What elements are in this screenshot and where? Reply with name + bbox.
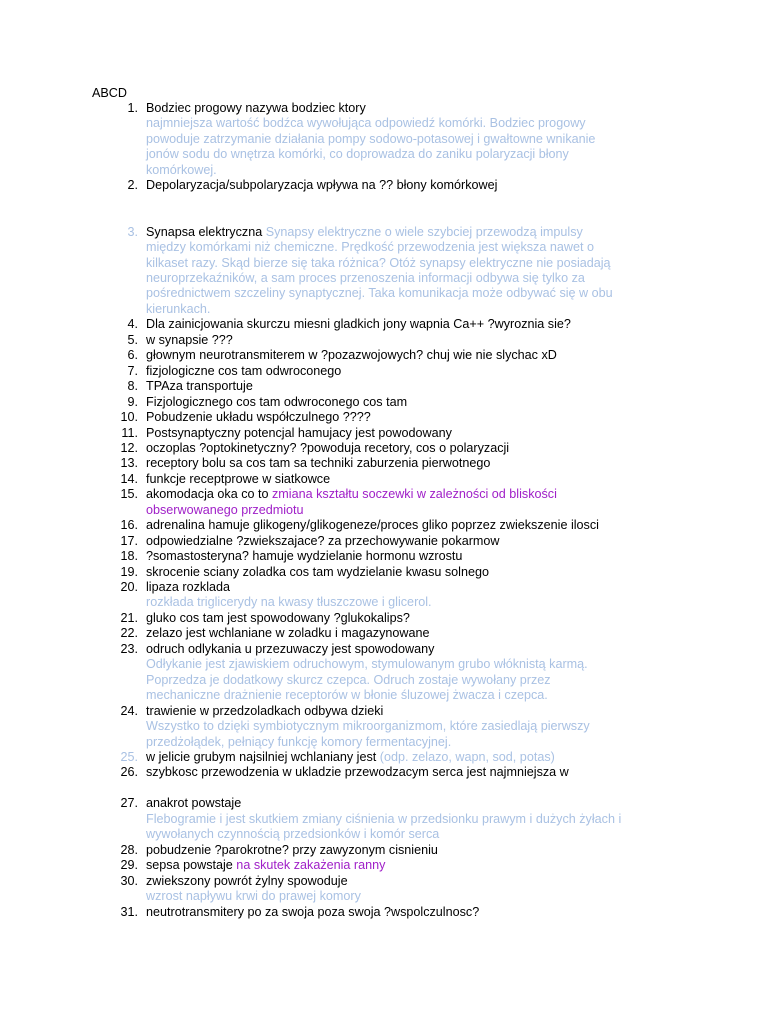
list-item [92, 905, 682, 920]
number-gap [138, 456, 146, 471]
list-item [92, 843, 682, 858]
item-content [146, 765, 682, 780]
question-list [92, 101, 682, 920]
number-gap [138, 704, 146, 719]
item-number: 20. [120, 580, 138, 595]
question-text: funkcje receptprowe w siatkowce [146, 471, 331, 486]
question-text: ?somastosteryna? hamuje wydzielanie hormonu wzrostu [146, 549, 463, 564]
list-item [92, 456, 682, 471]
question-text: zwiekszony powrót żylny spowoduje [146, 873, 348, 888]
item-number: 8. [127, 379, 138, 394]
number-gap [138, 348, 146, 363]
answer-line [92, 673, 682, 688]
item-content [146, 580, 682, 595]
list-item [92, 534, 682, 549]
number-gap [138, 441, 146, 456]
item-number [92, 240, 138, 255]
item-number: 14. [120, 471, 138, 486]
item-number: 9. [127, 394, 138, 409]
number-gap [138, 688, 146, 703]
item-number [92, 116, 138, 131]
question-text: Depolaryzacja/subpolaryzacja wpływa na ?? błony komórkowej [146, 178, 498, 193]
item-number: 21. [120, 610, 138, 625]
item-content [146, 487, 682, 502]
item-number: 27. [120, 796, 138, 811]
item-number: 31. [120, 904, 138, 919]
item-content [146, 858, 682, 873]
answer-text: rozkłada triglicerydy na kwasy tłuszczowe i glicerol. [146, 595, 432, 610]
item-number [92, 812, 138, 827]
list-item [92, 101, 682, 116]
answer-text: najmniejsza wartość bodźca wywołująca odpowiedź komórki. Bodziec progowy [146, 116, 586, 131]
answer-text: mechaniczne drażnienie receptorów w błonie śluzowej żwacza i czepca. [146, 688, 548, 703]
item-number: 29. [120, 858, 138, 873]
item-content [146, 286, 682, 301]
item-content [146, 178, 682, 193]
list-item [92, 565, 682, 580]
item-content [146, 534, 682, 549]
item-content [146, 333, 682, 348]
question-text: Pobudzenie układu współczulnego ???? [146, 410, 371, 425]
item-number: 1. [127, 101, 138, 115]
item-content [146, 843, 682, 858]
item-number: 25. [120, 750, 138, 765]
blank-line [92, 781, 682, 796]
number-gap [138, 549, 146, 564]
list-item [92, 426, 682, 441]
answer-line [92, 240, 682, 255]
item-number [92, 688, 138, 703]
item-number [92, 735, 138, 750]
number-gap [138, 147, 146, 162]
item-number [92, 719, 138, 734]
item-content [146, 472, 682, 487]
item-content [146, 132, 682, 147]
item-number [92, 889, 138, 904]
number-gap [138, 379, 146, 394]
number-gap [138, 410, 146, 425]
item-content [146, 225, 682, 240]
question-text: trawienie w przedzoladkach odbywa dzieki [146, 703, 384, 718]
number-gap [138, 735, 146, 750]
list-item [92, 333, 682, 348]
number-gap [138, 395, 146, 410]
question-text: fizjologiczne cos tam odwroconego [146, 363, 342, 378]
answer-line [92, 302, 682, 317]
item-number: 30. [120, 873, 138, 888]
item-content [146, 611, 682, 626]
answer-line [92, 735, 682, 750]
document-heading: ABCD [92, 86, 127, 100]
item-content [146, 240, 682, 255]
answer-highlight: zmiana kształtu soczewki w zależności od bliskości [268, 487, 557, 502]
item-content [146, 147, 682, 162]
item-number: 15. [120, 487, 138, 502]
number-gap [138, 595, 146, 610]
answer-text: Synapsy elektryczne o wiele szybciej przewodzą impulsy [262, 224, 583, 239]
question-text: Bodziec progowy nazywa bodziec ktory [146, 101, 366, 115]
number-gap [138, 333, 146, 348]
number-gap [138, 642, 146, 657]
item-number: 7. [127, 363, 138, 378]
item-content [146, 503, 682, 518]
answer-line [92, 657, 682, 672]
list-item [92, 348, 682, 363]
item-number: 6. [127, 348, 138, 363]
list-item [92, 642, 682, 657]
number-gap [138, 503, 146, 518]
question-text: głownym neurotransmiterem w ?pozazwojowych? chuj wie nie slychac xD [146, 348, 557, 363]
answer-line [92, 271, 682, 286]
list-item [92, 364, 682, 379]
item-content [146, 642, 682, 657]
list-item [92, 611, 682, 626]
item-number: 2. [127, 178, 138, 193]
list-item [92, 472, 682, 487]
item-number: 11. [121, 425, 138, 440]
number-gap [138, 225, 146, 240]
item-content [146, 889, 682, 904]
item-content [146, 735, 682, 750]
number-gap [138, 796, 146, 811]
item-number: 16. [120, 518, 138, 533]
question-text: Postsynaptyczny potencjal hamujacy jest powodowany [146, 425, 452, 440]
number-gap [138, 874, 146, 889]
answer-text: (odp. zelazo, wapn, sod, potas) [376, 750, 555, 765]
number-gap [138, 426, 146, 441]
item-number: 17. [120, 533, 138, 548]
item-number [92, 657, 138, 672]
question-text: odruch odlykania u przezuwaczy jest spowodowany [146, 641, 435, 656]
answer-text: Flebogramie i jest skutkiem zmiany ciśnienia w przedsionku prawym i dużych żyłach i [146, 811, 622, 826]
number-gap [138, 750, 146, 765]
item-content [146, 704, 682, 719]
list-item [92, 549, 682, 564]
number-gap [138, 827, 146, 842]
answer-text: powoduje zatrzymanie działania pompy sodowo-potasowej i gwałtowne wnikanie [146, 131, 596, 146]
list-item [92, 626, 682, 641]
answer-text: między komórkami niż chemiczne. Prędkość przewodzenia jest większa nawet o [146, 240, 594, 255]
item-number [92, 673, 138, 688]
item-number [92, 271, 138, 286]
answer-highlight: na skutek zakażenia ranny [232, 858, 386, 873]
list-item [92, 317, 682, 332]
list-item [92, 379, 682, 394]
number-gap [138, 905, 146, 920]
number-gap [138, 178, 146, 193]
answer-text: wywołanych czynnością przedsionków i komór serca [146, 827, 440, 842]
number-gap [138, 116, 146, 131]
list-item [92, 518, 682, 533]
item-content [146, 101, 682, 116]
item-number: 10. [120, 410, 138, 425]
item-content [146, 271, 682, 286]
item-content [146, 163, 682, 178]
answer-text: pośrednictwem szczeliny synaptycznej. Taka komunikacja może odbywać się w obu [146, 286, 613, 301]
question-text: oczoplas ?optokinetyczny? ?powoduja recetory, cos o polaryzacji [146, 440, 510, 455]
item-number [92, 286, 138, 301]
number-gap [138, 765, 146, 780]
answer-line [92, 116, 682, 131]
item-content [146, 595, 682, 610]
answer-line [92, 132, 682, 147]
list-item [92, 178, 682, 193]
question-text: w jelicie grubym najsilniej wchlaniany jest [146, 750, 377, 765]
question-text: receptory bolu sa cos tam sa techniki zaburzenia pierwotnego [146, 456, 491, 471]
item-content [146, 379, 682, 394]
number-gap [138, 271, 146, 286]
number-gap [138, 472, 146, 487]
question-text: neutrotransmitery po za swoja poza swoja ?wspolczulnosc? [146, 904, 480, 919]
list-item [92, 750, 682, 765]
item-content [146, 565, 682, 580]
question-text: anakrot powstaje [146, 796, 242, 811]
item-content [146, 317, 682, 332]
question-text: skrocenie sciany zoladka cos tam wydzielanie kwasu solnego [146, 564, 490, 579]
list-item [92, 441, 682, 456]
question-text: sepsa powstaje [146, 858, 233, 873]
item-content [146, 905, 682, 920]
item-number [92, 256, 138, 271]
item-number: 19. [120, 564, 138, 579]
answer-line [92, 256, 682, 271]
question-text: Synapsa elektryczna [146, 224, 263, 239]
answer-line [92, 503, 682, 518]
item-number: 28. [120, 842, 138, 857]
list-item [92, 796, 682, 811]
answer-text: przedżołądek, pełniący funkcję komory fermentacyjnej. [146, 734, 452, 749]
question-text: zelazo jest wchlaniane w zoladku i magazynowane [146, 626, 430, 641]
item-content [146, 116, 682, 131]
item-number [92, 147, 138, 162]
list-item [92, 580, 682, 595]
number-gap [138, 487, 146, 502]
item-number [92, 302, 138, 317]
number-gap [138, 858, 146, 873]
list-item [92, 410, 682, 425]
item-content [146, 256, 682, 271]
answer-highlight: obserwowanego przedmiotu [146, 502, 304, 517]
item-content [146, 874, 682, 889]
item-content [146, 348, 682, 363]
number-gap [138, 812, 146, 827]
item-number [92, 827, 138, 842]
item-number: 4. [127, 317, 138, 332]
question-text: pobudzenie ?parokrotne? przy zawyzonym cisnieniu [146, 842, 438, 857]
item-content [146, 719, 682, 734]
number-gap [138, 580, 146, 595]
answer-text: Odłykanie jest zjawiskiem odruchowym, stymulowanym grubo włóknistą karmą. [146, 657, 588, 672]
question-text: szybkosc przewodzenia w ukladzie przewodzacym serca jest najmniejsza w [146, 765, 569, 780]
list-item [92, 765, 682, 780]
item-number: 5. [127, 332, 138, 347]
item-content [146, 549, 682, 564]
item-content [146, 441, 682, 456]
number-gap [138, 719, 146, 734]
list-item [92, 874, 682, 889]
question-text: adrenalina hamuje glikogeny/glikogeneze/proces gliko poprzez zwiekszenie ilosci [146, 518, 599, 533]
number-gap [138, 286, 146, 301]
number-gap [138, 518, 146, 533]
item-content [146, 827, 682, 842]
answer-text: Poprzedza je dodatkowy skurcz czepca. Odruch zostaje wywołany przez [146, 672, 551, 687]
answer-text: jonów sodu do wnętrza komórki, co doprowadza do zaniku polaryzacji błony [146, 147, 569, 162]
item-number: 26. [120, 765, 138, 780]
answer-text: Wszystko to dzięki symbiotycznym mikroorganizmom, które zasiedlają pierwszy [146, 719, 590, 734]
question-text: gluko cos tam jest spowodowany ?glukokalips? [146, 610, 410, 625]
number-gap [138, 364, 146, 379]
item-number [92, 163, 138, 178]
item-number [92, 595, 138, 610]
item-content [146, 518, 682, 533]
question-text: lipaza rozklada [146, 580, 231, 595]
number-gap [138, 565, 146, 580]
answer-text: neuroprzekaźników, a sam proces przenoszenia informacji odbywa się tylko za [146, 270, 585, 285]
number-gap [138, 534, 146, 549]
item-content [146, 750, 682, 765]
item-number [92, 132, 138, 147]
item-content [146, 364, 682, 379]
number-gap [138, 101, 146, 116]
list-item [92, 858, 682, 873]
item-number: 22. [120, 626, 138, 641]
question-text: odpowiedzialne ?zwiekszajace? za przechowywanie pokarmow [146, 533, 500, 548]
list-item [92, 395, 682, 410]
answer-line [92, 812, 682, 827]
item-content [146, 395, 682, 410]
number-gap [138, 657, 146, 672]
item-content [146, 688, 682, 703]
answer-line [92, 719, 682, 734]
number-gap [138, 889, 146, 904]
item-content [146, 796, 682, 811]
answer-line [92, 147, 682, 162]
answer-text: kilkaset razy. Skąd bierze się taka różnica? Otóż synapsy elektryczne nie posiadają [146, 255, 611, 270]
answer-line [92, 688, 682, 703]
number-gap [138, 843, 146, 858]
question-text: Dla zainicjowania skurczu miesni gladkich jony wapnia Ca++ ?wyroznia sie? [146, 317, 571, 332]
item-number: 24. [120, 703, 138, 718]
list-item [92, 487, 682, 502]
item-number: 23. [120, 641, 138, 656]
question-text: akomodacja oka co to [146, 487, 269, 502]
item-content [146, 426, 682, 441]
answer-line [92, 286, 682, 301]
blank-line [92, 194, 682, 225]
item-content [146, 657, 682, 672]
item-number [92, 503, 138, 518]
number-gap [138, 163, 146, 178]
item-number: 12. [120, 440, 138, 455]
number-gap [138, 611, 146, 626]
answer-line [92, 163, 682, 178]
number-gap [138, 317, 146, 332]
list-item [92, 704, 682, 719]
number-gap [138, 626, 146, 641]
question-text: w synapsie ??? [146, 332, 233, 347]
answer-line [92, 595, 682, 610]
number-gap [138, 240, 146, 255]
item-content [146, 410, 682, 425]
number-gap [138, 302, 146, 317]
item-number: 18. [120, 549, 138, 564]
number-gap [138, 256, 146, 271]
item-content [146, 812, 682, 827]
number-gap [138, 673, 146, 688]
item-number: 3. [127, 224, 138, 239]
item-content [146, 673, 682, 688]
answer-line [92, 889, 682, 904]
list-item [92, 225, 682, 240]
item-content [146, 302, 682, 317]
question-text: Fizjologicznego cos tam odwroconego cos tam [146, 394, 408, 409]
answer-text: komórkowej. [146, 162, 217, 177]
answer-text: kierunkach. [146, 301, 211, 316]
number-gap [138, 132, 146, 147]
item-content [146, 456, 682, 471]
item-number: 13. [120, 456, 138, 471]
item-content [146, 626, 682, 641]
answer-line [92, 827, 682, 842]
answer-text: wzrost napływu krwi do prawej komory [146, 889, 361, 904]
question-text: TPAza transportuje [146, 379, 253, 394]
